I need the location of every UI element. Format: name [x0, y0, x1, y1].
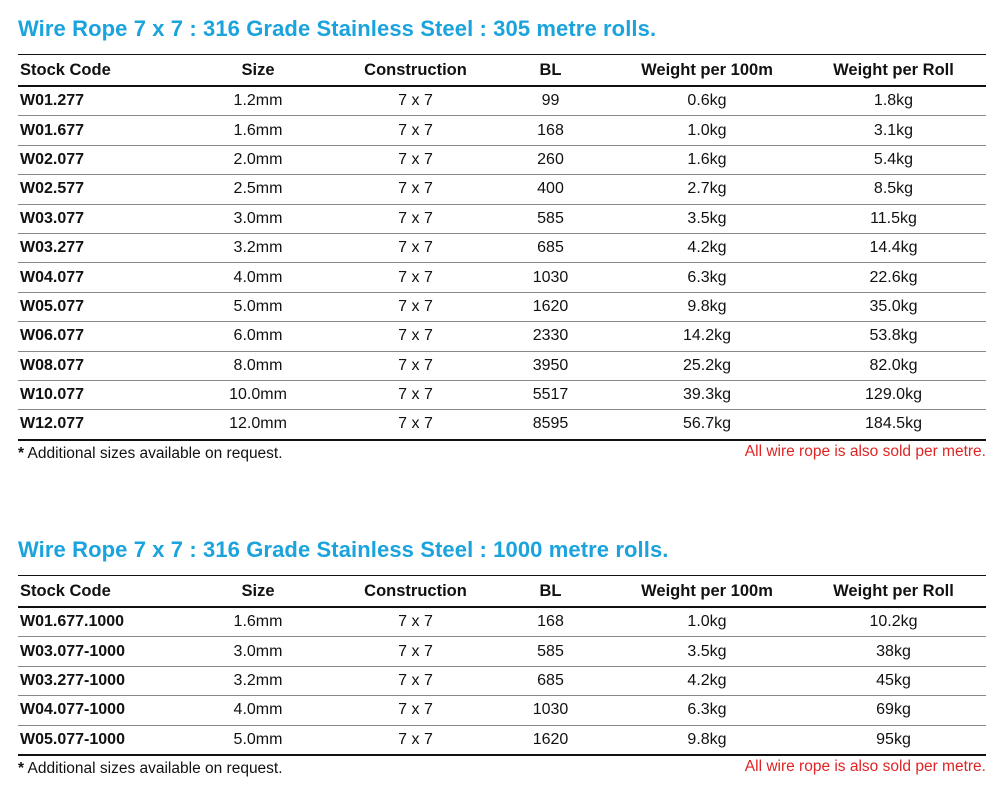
weight-per-100m-cell: 4.2kg: [613, 666, 801, 695]
size-cell: 6.0mm: [173, 322, 343, 351]
stock-code-cell: W05.077: [18, 292, 173, 321]
table-body: [18, 607, 986, 755]
construction-cell: 7 x 7: [343, 410, 488, 440]
column-header-stock-code: Stock Code: [18, 55, 173, 87]
asterisk: *: [18, 444, 25, 462]
weight-per-100m-cell: 39.3kg: [613, 380, 801, 409]
table-row: [18, 637, 986, 666]
weight-per-roll-cell: 11.5kg: [801, 204, 986, 233]
weight-per-roll-cell: 8.5kg: [801, 175, 986, 204]
weight-per-100m-cell: 2.7kg: [613, 175, 801, 204]
size-cell: 1.2mm: [173, 86, 343, 116]
table-footer: [18, 443, 986, 467]
weight-per-100m-cell: 0.6kg: [613, 86, 801, 116]
spec-table: [18, 575, 986, 756]
stock-code-cell: W12.077: [18, 410, 173, 440]
stock-code-cell: W04.077-1000: [18, 696, 173, 725]
table-row: [18, 292, 986, 321]
size-cell: 5.0mm: [173, 292, 343, 321]
additional-sizes-note: [18, 760, 283, 778]
weight-per-100m-cell: 6.3kg: [613, 696, 801, 725]
weight-per-100m-cell: 6.3kg: [613, 263, 801, 292]
weight-per-100m-cell: 56.7kg: [613, 410, 801, 440]
section-title: Wire Rope 7 x 7 : 316 Grade Stainless Steel : 1000 metre rolls.: [18, 537, 669, 562]
stock-code-cell: W01.677: [18, 116, 173, 145]
bl-cell: 1030: [488, 696, 613, 725]
additional-sizes-note: [18, 445, 283, 463]
construction-cell: 7 x 7: [343, 292, 488, 321]
column-header-size: Size: [173, 576, 343, 608]
construction-cell: 7 x 7: [343, 380, 488, 409]
table-row: [18, 204, 986, 233]
weight-per-100m-cell: 4.2kg: [613, 233, 801, 262]
asterisk: *: [18, 759, 25, 777]
stock-code-cell: W03.077: [18, 204, 173, 233]
bl-cell: 1620: [488, 725, 613, 755]
bl-cell: 585: [488, 637, 613, 666]
construction-cell: 7 x 7: [343, 263, 488, 292]
size-cell: 1.6mm: [173, 607, 343, 637]
table-row: [18, 351, 986, 380]
spec-table: [18, 54, 986, 441]
stock-code-cell: W03.077-1000: [18, 637, 173, 666]
weight-per-roll-cell: 22.6kg: [801, 263, 986, 292]
weight-per-100m-cell: 1.6kg: [613, 145, 801, 174]
bl-cell: 168: [488, 116, 613, 145]
size-cell: 8.0mm: [173, 351, 343, 380]
size-cell: 10.0mm: [173, 380, 343, 409]
stock-code-cell: W06.077: [18, 322, 173, 351]
table-row: [18, 233, 986, 262]
stock-code-cell: W02.577: [18, 175, 173, 204]
stock-code-cell: W01.677.1000: [18, 607, 173, 637]
table-row: [18, 666, 986, 695]
bl-cell: 168: [488, 607, 613, 637]
table-row: [18, 263, 986, 292]
bl-cell: 585: [488, 204, 613, 233]
additional-sizes-text: Additional sizes available on request.: [24, 444, 283, 462]
stock-code-cell: W10.077: [18, 380, 173, 409]
table-header-row: [18, 576, 986, 608]
table-row: [18, 145, 986, 174]
sold-per-metre-note: All wire rope is also sold per metre.: [744, 442, 986, 460]
weight-per-roll-cell: 53.8kg: [801, 322, 986, 351]
column-header-weight-per-100m: Weight per 100m: [613, 576, 801, 608]
weight-per-roll-cell: 5.4kg: [801, 145, 986, 174]
bl-cell: 2330: [488, 322, 613, 351]
table-row: [18, 175, 986, 204]
construction-cell: 7 x 7: [343, 666, 488, 695]
size-cell: 4.0mm: [173, 696, 343, 725]
table-row: [18, 410, 986, 440]
weight-per-roll-cell: 82.0kg: [801, 351, 986, 380]
bl-cell: 99: [488, 86, 613, 116]
bl-cell: 685: [488, 666, 613, 695]
column-header-weight-per-roll: Weight per Roll: [801, 55, 986, 87]
table-row: [18, 725, 986, 755]
construction-cell: 7 x 7: [343, 725, 488, 755]
weight-per-roll-cell: 35.0kg: [801, 292, 986, 321]
construction-cell: 7 x 7: [343, 116, 488, 145]
size-cell: 3.2mm: [173, 233, 343, 262]
weight-per-100m-cell: 14.2kg: [613, 322, 801, 351]
construction-cell: 7 x 7: [343, 204, 488, 233]
weight-per-100m-cell: 1.0kg: [613, 607, 801, 637]
stock-code-cell: W04.077: [18, 263, 173, 292]
bl-cell: 1030: [488, 263, 613, 292]
column-header-size: Size: [173, 55, 343, 87]
bl-cell: 1620: [488, 292, 613, 321]
construction-cell: 7 x 7: [343, 175, 488, 204]
weight-per-roll-cell: 69kg: [801, 696, 986, 725]
stock-code-cell: W03.277: [18, 233, 173, 262]
weight-per-100m-cell: 1.0kg: [613, 116, 801, 145]
size-cell: 2.5mm: [173, 175, 343, 204]
additional-sizes-text: Additional sizes available on request.: [24, 759, 283, 777]
weight-per-roll-cell: 1.8kg: [801, 86, 986, 116]
size-cell: 3.2mm: [173, 666, 343, 695]
table-body: [18, 86, 986, 440]
weight-per-roll-cell: 3.1kg: [801, 116, 986, 145]
weight-per-roll-cell: 10.2kg: [801, 607, 986, 637]
stock-code-cell: W02.077: [18, 145, 173, 174]
weight-per-roll-cell: 95kg: [801, 725, 986, 755]
stock-code-cell: W05.077-1000: [18, 725, 173, 755]
bl-cell: 3950: [488, 351, 613, 380]
column-header-bl: BL: [488, 576, 613, 608]
section-title: Wire Rope 7 x 7 : 316 Grade Stainless Steel : 305 metre rolls.: [18, 16, 657, 41]
table-row: [18, 607, 986, 637]
bl-cell: 8595: [488, 410, 613, 440]
stock-code-cell: W08.077: [18, 351, 173, 380]
bl-cell: 260: [488, 145, 613, 174]
construction-cell: 7 x 7: [343, 145, 488, 174]
construction-cell: 7 x 7: [343, 86, 488, 116]
weight-per-100m-cell: 9.8kg: [613, 292, 801, 321]
size-cell: 1.6mm: [173, 116, 343, 145]
table-header-row: [18, 55, 986, 87]
weight-per-100m-cell: 3.5kg: [613, 204, 801, 233]
construction-cell: 7 x 7: [343, 696, 488, 725]
column-header-weight-per-roll: Weight per Roll: [801, 576, 986, 608]
weight-per-100m-cell: 9.8kg: [613, 725, 801, 755]
stock-code-cell: W03.277-1000: [18, 666, 173, 695]
weight-per-roll-cell: 129.0kg: [801, 380, 986, 409]
construction-cell: 7 x 7: [343, 637, 488, 666]
table-row: [18, 86, 986, 116]
weight-per-100m-cell: 25.2kg: [613, 351, 801, 380]
size-cell: 3.0mm: [173, 637, 343, 666]
weight-per-roll-cell: 45kg: [801, 666, 986, 695]
weight-per-roll-cell: 14.4kg: [801, 233, 986, 262]
section-1000m-rolls: [18, 535, 986, 782]
column-header-stock-code: Stock Code: [18, 576, 173, 608]
construction-cell: 7 x 7: [343, 233, 488, 262]
column-header-bl: BL: [488, 55, 613, 87]
stock-code-cell: W01.277: [18, 86, 173, 116]
construction-cell: 7 x 7: [343, 322, 488, 351]
construction-cell: 7 x 7: [343, 607, 488, 637]
weight-per-roll-cell: 184.5kg: [801, 410, 986, 440]
column-header-weight-per-100m: Weight per 100m: [613, 55, 801, 87]
weight-per-100m-cell: 3.5kg: [613, 637, 801, 666]
size-cell: 2.0mm: [173, 145, 343, 174]
column-header-construction: Construction: [343, 55, 488, 87]
size-cell: 12.0mm: [173, 410, 343, 440]
weight-per-roll-cell: 38kg: [801, 637, 986, 666]
size-cell: 3.0mm: [173, 204, 343, 233]
size-cell: 4.0mm: [173, 263, 343, 292]
table-footer: [18, 758, 986, 782]
bl-cell: 685: [488, 233, 613, 262]
construction-cell: 7 x 7: [343, 351, 488, 380]
section-305m-rolls: [18, 14, 986, 467]
bl-cell: 400: [488, 175, 613, 204]
column-header-construction: Construction: [343, 576, 488, 608]
sold-per-metre-note: All wire rope is also sold per metre.: [744, 757, 986, 775]
table-row: [18, 322, 986, 351]
size-cell: 5.0mm: [173, 725, 343, 755]
bl-cell: 5517: [488, 380, 613, 409]
table-row: [18, 116, 986, 145]
table-row: [18, 380, 986, 409]
table-row: [18, 696, 986, 725]
